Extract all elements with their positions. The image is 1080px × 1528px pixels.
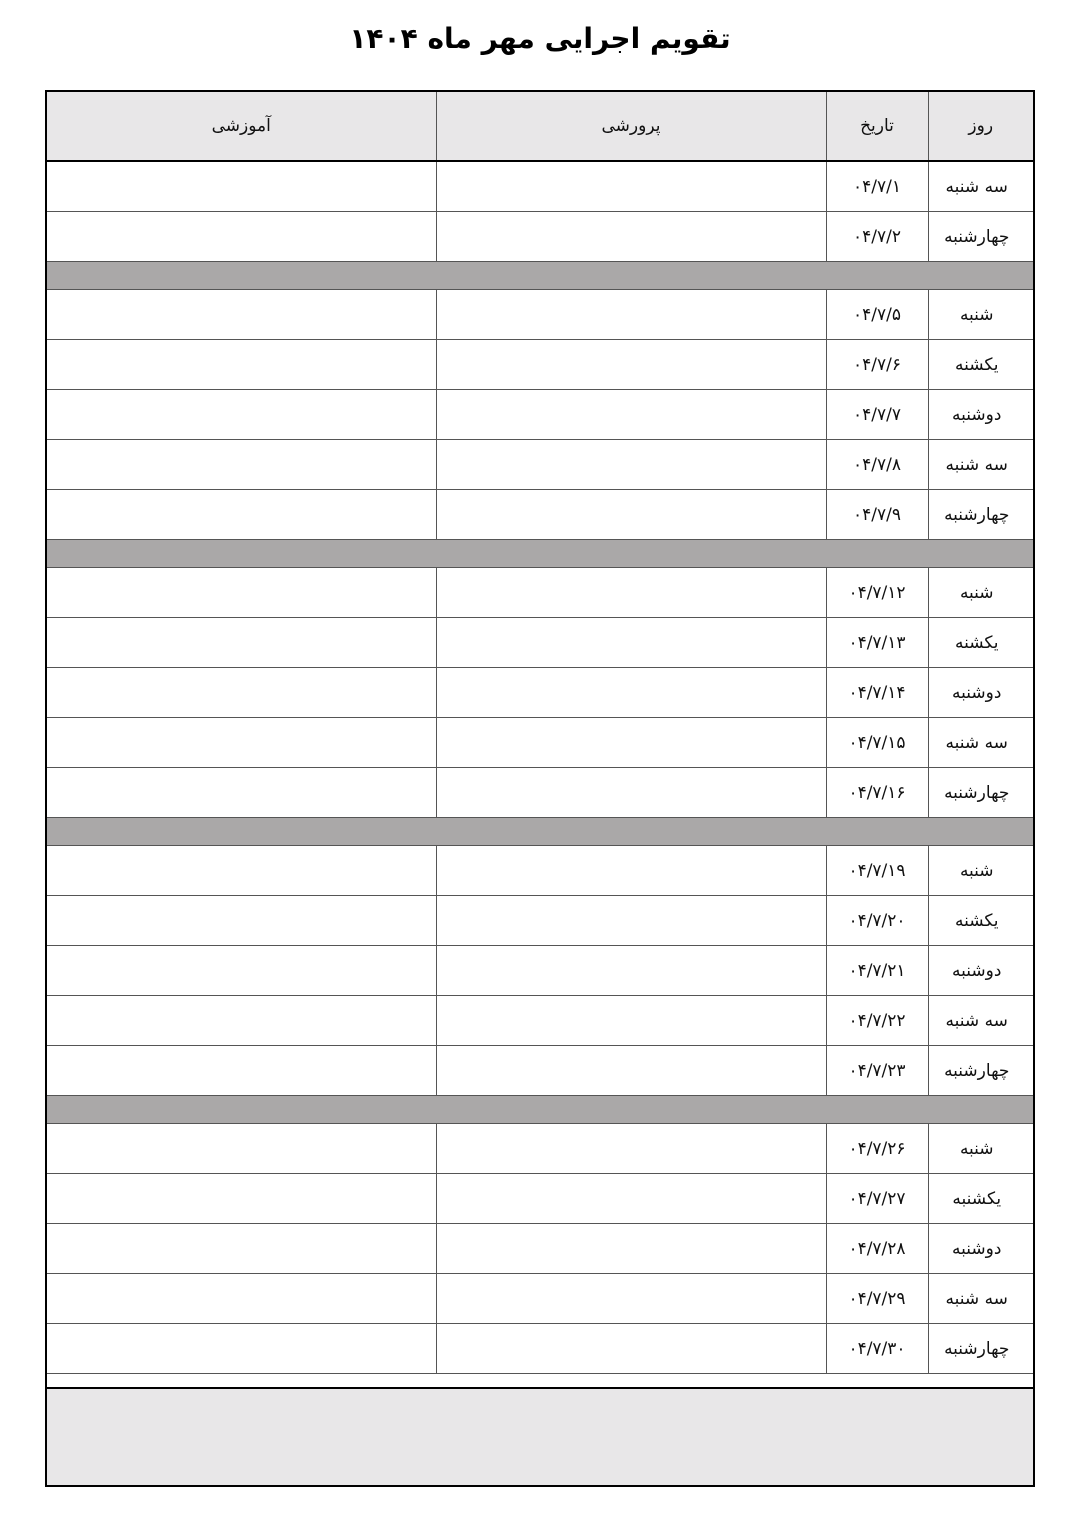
parvareshi-cell[interactable]	[436, 1224, 826, 1274]
day-cell: یکشنه	[928, 896, 1033, 946]
parvareshi-cell[interactable]	[436, 440, 826, 490]
amoozeshi-cell[interactable]	[47, 490, 436, 540]
table-row	[47, 1324, 1033, 1374]
date-cell: ۰۴/۷/۸	[826, 440, 928, 490]
calendar-table	[47, 92, 1033, 1374]
amoozeshi-cell[interactable]	[47, 212, 436, 262]
parvareshi-cell[interactable]	[436, 896, 826, 946]
table-row	[47, 1274, 1033, 1324]
amoozeshi-cell[interactable]	[47, 718, 436, 768]
date-cell: ۰۴/۷/۲۶	[826, 1124, 928, 1174]
date-cell: ۰۴/۷/۱۶	[826, 768, 928, 818]
table-row	[47, 490, 1033, 540]
amoozeshi-cell[interactable]	[47, 290, 436, 340]
amoozeshi-cell[interactable]	[47, 1046, 436, 1096]
table-row	[47, 768, 1033, 818]
day-cell: دوشنبه	[928, 390, 1033, 440]
date-cell: ۰۴/۷/۶	[826, 340, 928, 390]
amoozeshi-cell[interactable]	[47, 568, 436, 618]
parvareshi-cell[interactable]	[436, 212, 826, 262]
table-row	[47, 440, 1033, 490]
day-cell: دوشنبه	[928, 668, 1033, 718]
header-date: تاریخ	[826, 92, 928, 161]
header-day: روز	[928, 92, 1033, 161]
date-cell: ۰۴/۷/۱۴	[826, 668, 928, 718]
parvareshi-cell[interactable]	[436, 668, 826, 718]
table-row	[47, 1174, 1033, 1224]
day-cell: شنبه	[928, 846, 1033, 896]
week-separator-cell	[47, 262, 1033, 290]
table-row	[47, 568, 1033, 618]
parvareshi-cell[interactable]	[436, 1324, 826, 1374]
date-cell: ۰۴/۷/۲۳	[826, 1046, 928, 1096]
date-cell: ۰۴/۷/۵	[826, 290, 928, 340]
week-separator-cell	[47, 818, 1033, 846]
date-cell: ۰۴/۷/۱۹	[826, 846, 928, 896]
table-row	[47, 290, 1033, 340]
amoozeshi-cell[interactable]	[47, 996, 436, 1046]
amoozeshi-cell[interactable]	[47, 1174, 436, 1224]
date-cell: ۰۴/۷/۲۱	[826, 946, 928, 996]
date-cell: ۰۴/۷/۲۰	[826, 896, 928, 946]
parvareshi-cell[interactable]	[436, 618, 826, 668]
table-row	[47, 1046, 1033, 1096]
day-cell: شنبه	[928, 568, 1033, 618]
day-cell: یکشنه	[928, 618, 1033, 668]
parvareshi-cell[interactable]	[436, 1046, 826, 1096]
day-cell: یکشنه	[928, 340, 1033, 390]
parvareshi-cell[interactable]	[436, 490, 826, 540]
date-cell: ۰۴/۷/۹	[826, 490, 928, 540]
table-row	[47, 1224, 1033, 1274]
date-cell: ۰۴/۷/۳۰	[826, 1324, 928, 1374]
day-cell: سه شنبه	[928, 161, 1033, 212]
day-cell: شنبه	[928, 290, 1033, 340]
page-title: تقویم اجرایی مهر ماه ۱۴۰۴	[349, 22, 731, 55]
day-cell: سه شنبه	[928, 1274, 1033, 1324]
parvareshi-cell[interactable]	[436, 568, 826, 618]
amoozeshi-cell[interactable]	[47, 1274, 436, 1324]
week-separator-cell	[47, 1096, 1033, 1124]
amoozeshi-cell[interactable]	[47, 846, 436, 896]
day-cell: چهارشنبه	[928, 490, 1033, 540]
day-cell: چهارشنبه	[928, 1324, 1033, 1374]
day-cell: چهارشنبه	[928, 1046, 1033, 1096]
date-cell: ۰۴/۷/۷	[826, 390, 928, 440]
table-row	[47, 1124, 1033, 1174]
amoozeshi-cell[interactable]	[47, 1324, 436, 1374]
date-cell: ۰۴/۷/۲۸	[826, 1224, 928, 1274]
parvareshi-cell[interactable]	[436, 1124, 826, 1174]
parvareshi-cell[interactable]	[436, 946, 826, 996]
table-row	[47, 996, 1033, 1046]
week-separator-cell	[47, 540, 1033, 568]
date-cell: ۰۴/۷/۱۳	[826, 618, 928, 668]
date-cell: ۰۴/۷/۲	[826, 212, 928, 262]
table-row	[47, 390, 1033, 440]
date-cell: ۰۴/۷/۲۲	[826, 996, 928, 1046]
parvareshi-cell[interactable]	[436, 390, 826, 440]
day-cell: سه شنبه	[928, 440, 1033, 490]
week-separator	[47, 818, 1033, 846]
amoozeshi-cell[interactable]	[47, 440, 436, 490]
table-row	[47, 946, 1033, 996]
date-cell: ۰۴/۷/۱	[826, 161, 928, 212]
amoozeshi-cell[interactable]	[47, 768, 436, 818]
parvareshi-cell[interactable]	[436, 161, 826, 212]
week-separator	[47, 540, 1033, 568]
day-cell: چهارشنبه	[928, 212, 1033, 262]
header-parvareshi: پرورشی	[436, 92, 826, 161]
amoozeshi-cell[interactable]	[47, 161, 436, 212]
amoozeshi-cell[interactable]	[47, 618, 436, 668]
table-row	[47, 896, 1033, 946]
parvareshi-cell[interactable]	[436, 718, 826, 768]
date-cell: ۰۴/۷/۲۹	[826, 1274, 928, 1324]
day-cell: سه شنبه	[928, 718, 1033, 768]
amoozeshi-cell[interactable]	[47, 946, 436, 996]
table-row	[47, 668, 1033, 718]
parvareshi-cell[interactable]	[436, 1274, 826, 1324]
header-amoozeshi: آموزشی	[47, 92, 436, 161]
day-cell: دوشنبه	[928, 946, 1033, 996]
amoozeshi-cell[interactable]	[47, 340, 436, 390]
day-cell: یکشنبه	[928, 1174, 1033, 1224]
amoozeshi-cell[interactable]	[47, 896, 436, 946]
parvareshi-cell[interactable]	[436, 290, 826, 340]
week-separator	[47, 262, 1033, 290]
table-row	[47, 212, 1033, 262]
parvareshi-cell[interactable]	[436, 1174, 826, 1224]
day-cell: شنبه	[928, 1124, 1033, 1174]
table-row	[47, 161, 1033, 212]
table-row	[47, 846, 1033, 896]
table-row	[47, 718, 1033, 768]
calendar-body	[47, 161, 1033, 1374]
amoozeshi-cell[interactable]	[47, 668, 436, 718]
parvareshi-cell[interactable]	[436, 996, 826, 1046]
day-cell: سه شنبه	[928, 996, 1033, 1046]
day-cell: چهارشنبه	[928, 768, 1033, 818]
amoozeshi-cell[interactable]	[47, 390, 436, 440]
amoozeshi-cell[interactable]	[47, 1124, 436, 1174]
amoozeshi-cell[interactable]	[47, 1224, 436, 1274]
header-row	[47, 92, 1033, 161]
calendar-frame	[45, 90, 1035, 1487]
date-cell: ۰۴/۷/۱۵	[826, 718, 928, 768]
date-cell: ۰۴/۷/۱۲	[826, 568, 928, 618]
date-cell: ۰۴/۷/۲۷	[826, 1174, 928, 1224]
table-row	[47, 618, 1033, 668]
day-cell: دوشنبه	[928, 1224, 1033, 1274]
table-row	[47, 340, 1033, 390]
notes-box	[47, 1387, 1033, 1485]
week-separator	[47, 1096, 1033, 1124]
parvareshi-cell[interactable]	[436, 340, 826, 390]
parvareshi-cell[interactable]	[436, 768, 826, 818]
parvareshi-cell[interactable]	[436, 846, 826, 896]
